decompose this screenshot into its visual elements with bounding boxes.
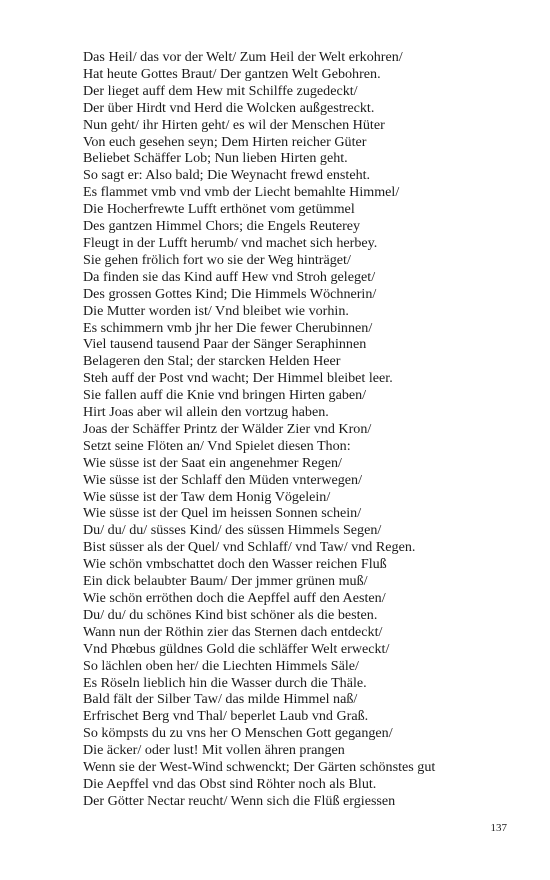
poem-line: Nun geht/ ihr Hirten geht/ es wil der Menschen Hüter [83,116,385,133]
poem-line: Fleugt in der Lufft herumb/ vnd machet sich herbey. [83,234,378,251]
poem-line: Du/ du/ du schönes Kind bist schöner als die besten. [83,606,378,623]
poem-line: Die Mutter worden ist/ Vnd bleibet wie vorhin. [83,302,349,319]
poem-line: Es Röseln lieblich hin die Wasser durch die Thäle. [83,674,367,691]
poem-line: Des grossen Gottes Kind; Die Himmels Wöchnerin/ [83,285,377,302]
poem-line: Der Götter Nectar reucht/ Wenn sich die Flüß ergiessen [83,792,396,809]
poem-line: Hirt Joas aber wil allein den vortzug haben. [83,404,329,421]
poem-line: So kömpsts du zu vns her O Menschen Gott gegangen/ [83,725,393,742]
poem-line: Belageren den Stal; der starcken Helden Heer [83,353,341,370]
poem-line: Das Heil/ das vor der Welt/ Zum Heil der Welt erkohren/ [83,49,403,65]
poem-line: Wie schön erröthen doch die Aepffel auff den Aesten/ [83,590,386,606]
poem-line: Wie süsse ist der Taw dem Honig Vögelein/ [83,488,331,505]
poem-line: Erfrischet Berg vnd Thal/ beperlet Laub vnd Graß. [83,708,369,725]
page-number: 137 [490,822,507,834]
poem-line: Es schimmern vmb jhr her Die fewer Cherubinnen/ [83,319,373,336]
poem-line: Wann nun der Röthin zier das Sternen dach entdeckt/ [83,623,383,640]
poem-line: Beliebet Schäffer Lob; Nun lieben Hirten geht. [83,150,348,167]
poem-line: Die Aepffel vnd das Obst sind Röhter noch als Blut. [83,775,377,792]
poem-line: Da finden sie das Kind auff Hew vnd Stroh geleget/ [83,268,376,285]
poem-line: Wie süsse ist der Schlaff den Müden vnterwegen/ [83,471,363,488]
poem-line: So sagt er: Also bald; Die Weynacht frewd ensteht. [83,167,371,184]
poem-line: Der über Hirdt vnd Herd die Wolcken außgestreckt. [83,99,375,116]
poem-line: Vnd Phœbus güldnes Gold die schläffer Welt erweckt/ [83,640,390,657]
poem-line: Hat heute Gottes Braut/ Der gantzen Welt Gebohren. [83,65,381,82]
poem-line: Viel tausend tausend Paar der Sänger Seraphinnen [83,336,367,353]
poem-line: Wie süsse ist der Quel im heissen Sonnen schein/ [83,505,362,522]
poem-line: Des gantzen Himmel Chors; die Engels Reuterey [83,218,361,235]
poem-line: Joas der Schäffer Printz der Wälder Zier vnd Kron/ [83,420,372,437]
poem-line: Bald fält der Silber Taw/ das milde Himmel naß/ [83,691,358,708]
poem-line: Die äcker/ oder lust! Mit vollen ähren prangen [83,742,345,759]
poem-line: Die Hocherfrewte Lufft erthönet vom getümmel [83,201,355,218]
poem-line: Bist süsser als der Quel/ vnd Schlaff/ vnd Taw/ vnd Regen. [83,539,416,556]
poem-line: Wie süsse ist der Saat ein angenehmer Regen/ [83,454,342,471]
poem-line: Der lieget auff dem Hew mit Schilffe zugedeckt/ [83,82,358,99]
poem-line: Setzt seine Flöten an/ Vnd Spielet diesen Thon: [83,437,351,454]
poem-line: Ein dick belaubter Baum/ Der jmmer grünen muß/ [83,573,368,590]
poem-line: Es flammet vmb vnd vmb der Liecht bemahlte Himmel/ [83,184,400,201]
poem-text [83,49,523,810]
poem-line: So lächlen oben her/ die Liechten Himmels Säle/ [83,657,359,674]
poem-line: Wenn sie der West-Wind schwenckt; Der Gärten schönstes gut [83,759,436,776]
poem-line: Sie fallen auff die Knie vnd bringen Hirten gaben/ [83,387,367,404]
poem-line: Von euch gesehen seyn; Dem Hirten reicher Güter [83,133,367,150]
poem-line: Steh auff der Post vnd wacht; Der Himmel bleibet leer. [83,370,393,387]
poem-line: Du/ du/ du/ süsses Kind/ des süssen Himmels Segen/ [83,522,382,539]
poem-line: Wie schön vmbschattet doch den Wasser reichen Fluß [83,556,387,573]
poem-line: Sie gehen frölich fort wo sie der Weg hinträget/ [83,251,351,268]
